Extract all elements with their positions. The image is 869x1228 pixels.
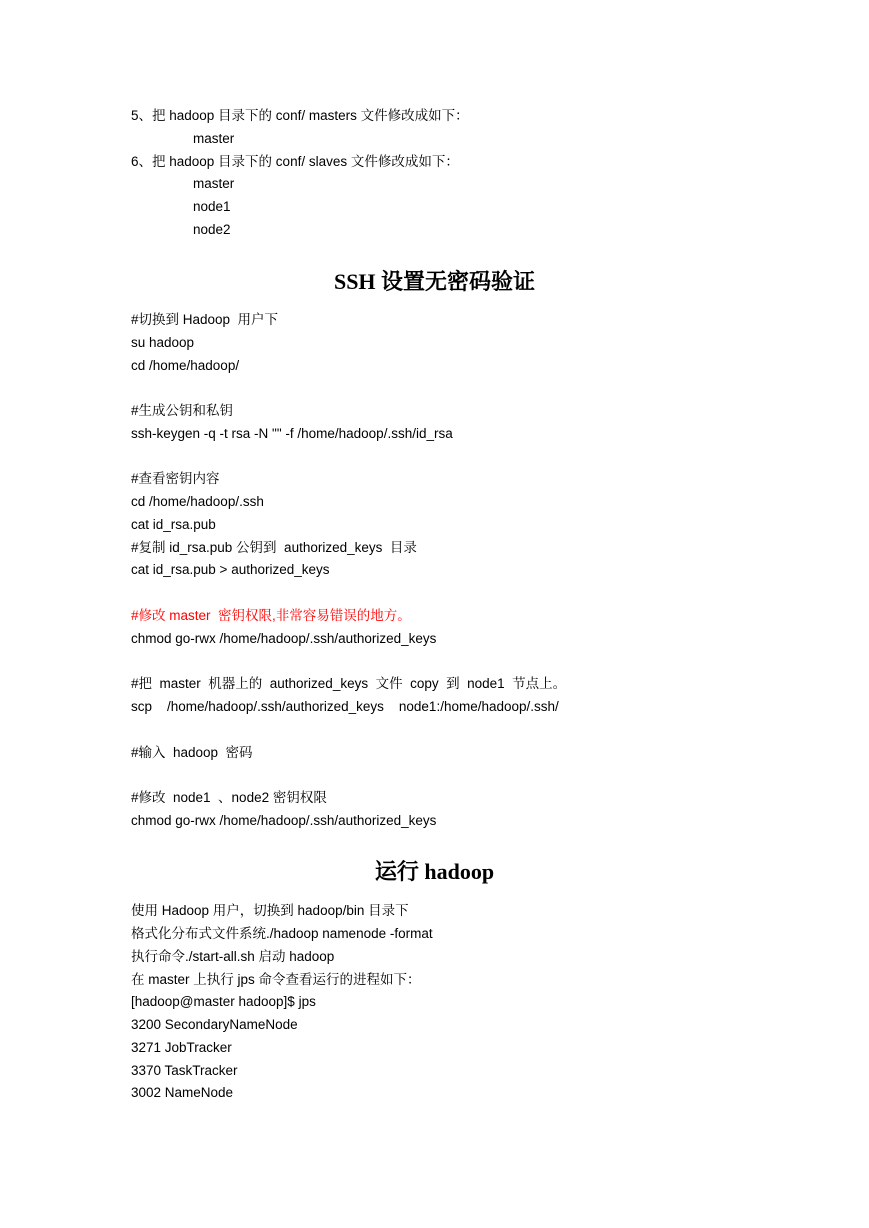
run-instruction-line: 使用 Hadoop 用户，切换到 hadoop/bin 目录下 <box>131 903 409 918</box>
ssh-command-line: scp /home/hadoop/.ssh/authorized_keys node1:/home/hadoop/.ssh/ <box>131 699 559 714</box>
ssh-command-line: cd /home/hadoop/ <box>131 358 240 373</box>
slaves-file-line: master <box>193 176 235 191</box>
run-instruction-line: 执行命令./start-all.sh 启动 hadoop <box>131 949 335 964</box>
jps-output-line: 3271 JobTracker <box>131 1040 232 1055</box>
jps-output-line: 3002 NameNode <box>131 1085 234 1100</box>
ssh-comment-line: #生成公钥和私钥 <box>131 403 234 418</box>
ssh-command-line: cd /home/hadoop/.ssh <box>131 494 264 509</box>
ssh-comment-line: #切换到 Hadoop 用户下 <box>131 312 279 327</box>
ssh-comment-line: #输入 hadoop 密码 <box>131 745 253 760</box>
ssh-comment-line: #查看密钥内容 <box>131 471 220 486</box>
step6-instruction: 6、把 hadoop 目录下的 conf/ slaves 文件修改成如下： <box>131 154 459 169</box>
ssh-command-line: chmod go-rwx /home/hadoop/.ssh/authorized_keys <box>131 631 437 646</box>
ssh-command-line: cat id_rsa.pub <box>131 517 216 532</box>
ssh-command-line: su hadoop <box>131 335 195 350</box>
jps-command-line: [hadoop@master hadoop]$ jps <box>131 994 316 1009</box>
slaves-file-line: node2 <box>193 222 231 237</box>
slaves-file-line: node1 <box>193 199 231 214</box>
run-instruction-line: 在 master 上执行 jps 命令查看运行的进程如下： <box>131 972 421 987</box>
ssh-comment-line: #复制 id_rsa.pub 公钥到 authorized_keys 目录 <box>131 540 417 555</box>
ssh-command-line: chmod go-rwx /home/hadoop/.ssh/authorized_keys <box>131 813 437 828</box>
jps-output-line: 3200 SecondaryNameNode <box>131 1017 298 1032</box>
ssh-warning-comment: #修改 master 密钥权限,非常容易错误的地方。 <box>131 608 411 623</box>
ssh-comment-line: #修改 node1 、node2 密钥权限 <box>131 790 327 805</box>
jps-output-line: 3370 TaskTracker <box>131 1063 238 1078</box>
ssh-command-line: ssh-keygen -q -t rsa -N "" -f /home/hadoop/.ssh/id_rsa <box>131 426 453 441</box>
run-instruction-line: 格式化分布式文件系统./hadoop namenode -format <box>131 926 433 941</box>
run-section-heading: 运行 hadoop <box>374 859 495 884</box>
ssh-section-heading: SSH 设置无密码验证 <box>333 269 536 294</box>
masters-file-content: master <box>193 131 235 146</box>
ssh-command-line: cat id_rsa.pub > authorized_keys <box>131 562 330 577</box>
ssh-comment-line: #把 master 机器上的 authorized_keys 文件 copy 到 node1 节点上。 <box>131 676 567 691</box>
step5-instruction: 5、把 hadoop 目录下的 conf/ masters 文件修改成如下： <box>131 108 469 123</box>
